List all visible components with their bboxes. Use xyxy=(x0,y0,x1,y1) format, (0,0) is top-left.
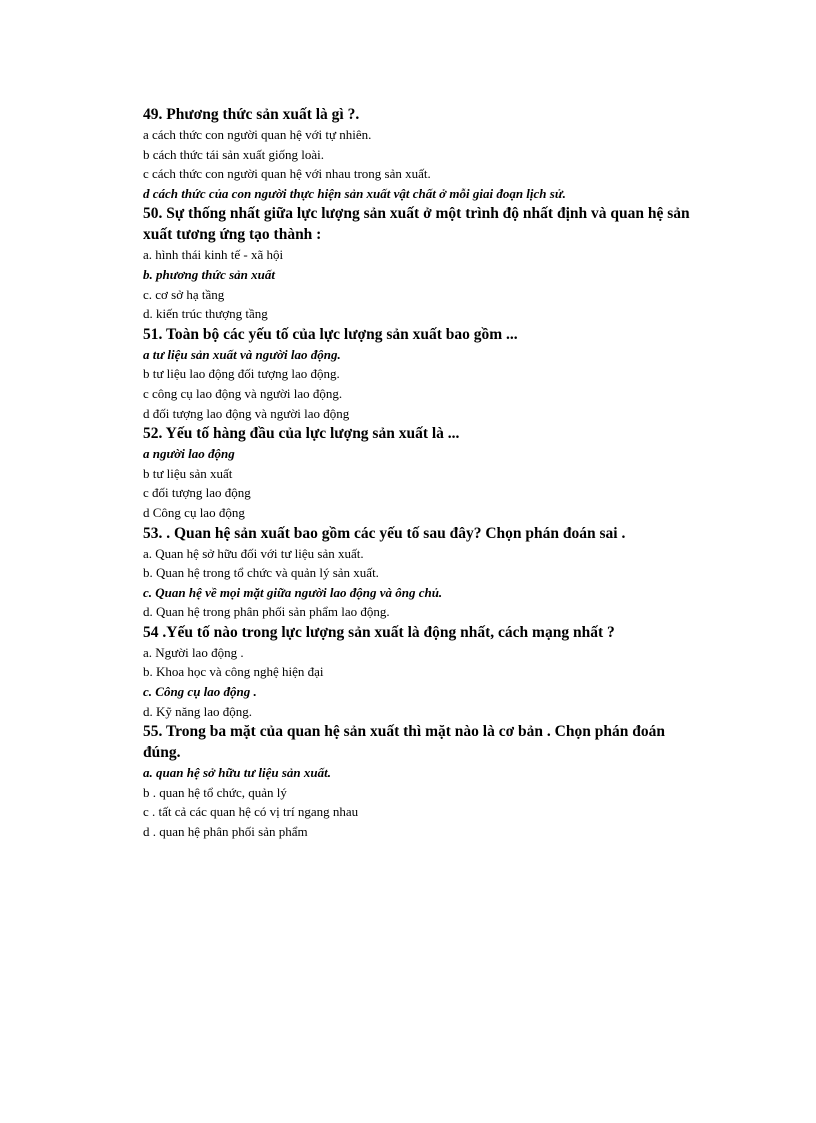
option-c: c. cơ sở hạ tầng xyxy=(143,286,225,302)
question-block xyxy=(143,721,703,841)
option-d: d. Kỹ năng lao động. xyxy=(143,703,253,719)
option-c: c . tất cả các quan hệ có vị trí ngang nhau xyxy=(143,804,359,820)
question-block xyxy=(143,324,703,423)
question-block xyxy=(143,104,703,203)
option-b: b . quan hệ tổ chức, quản lý xyxy=(143,784,287,800)
question-block xyxy=(143,622,703,721)
question-text: 55. Trong ba mặt của quan hệ sản xuất thì mặt nào là cơ bản . Chọn phán đoán đúng. xyxy=(143,723,665,762)
option-c: c đối tượng lao động xyxy=(143,485,251,501)
option-a-correct: a tư liệu sản xuất và người lao động. xyxy=(143,346,341,362)
option-c-correct: c. Quan hệ về mọi mặt giữa người lao động và ông chủ. xyxy=(143,584,443,600)
question-text: 53. . Quan hệ sản xuất bao gồm các yếu tố sau đây? Chọn phán đoán sai . xyxy=(143,524,626,542)
option-d-correct: d cách thức của con người thực hiện sản xuất vật chất ở mỗi giai đoạn lịch sử. xyxy=(143,185,566,201)
option-a: a. Người lao động . xyxy=(143,644,244,660)
option-d: d . quan hệ phân phối sản phẩm xyxy=(143,824,308,840)
option-c-correct: c. Công cụ lao động . xyxy=(143,684,257,700)
question-text: 50. Sự thống nhất giữa lực lượng sản xuất ở một trình độ nhất định và quan hệ sản xuất tương ứng tạo thành : xyxy=(143,205,690,244)
question-block xyxy=(143,203,703,323)
question-text: 54 .Yếu tố nào trong lực lượng sản xuất là động nhất, cách mạng nhất ? xyxy=(143,623,615,641)
question-block xyxy=(143,523,703,622)
question-text: 51. Toàn bộ các yếu tố của lực lượng sản xuất bao gồm ... xyxy=(143,325,518,343)
option-b-correct: b. phương thức sản xuất xyxy=(143,266,276,282)
option-b: b cách thức tái sản xuất giống loài. xyxy=(143,146,325,162)
option-c: c cách thức con người quan hệ với nhau trong sản xuất. xyxy=(143,166,431,182)
option-b: b. Khoa học và công nghệ hiện đại xyxy=(143,664,324,680)
option-d: d đối tượng lao động và người lao động xyxy=(143,405,350,421)
option-c: c công cụ lao động và người lao động. xyxy=(143,385,343,401)
question-text: 52. Yếu tố hàng đầu của lực lượng sản xuất là ... xyxy=(143,425,460,443)
option-a: a. Quan hệ sở hữu đối với tư liệu sản xuất. xyxy=(143,545,364,561)
question-text: 49. Phương thức sản xuất là gì ?. xyxy=(143,106,360,123)
option-a: a. hình thái kinh tế - xã hội xyxy=(143,247,284,263)
question-block xyxy=(143,423,703,522)
option-d: d Công cụ lao động xyxy=(143,504,245,520)
option-a-correct: a người lao động xyxy=(143,446,235,462)
option-a-correct: a. quan hệ sở hữu tư liệu sản xuất. xyxy=(143,765,331,781)
option-b: b tư liệu sản xuất xyxy=(143,465,233,481)
option-a: a cách thức con người quan hệ với tự nhiên. xyxy=(143,127,372,142)
option-b: b. Quan hệ trong tổ chức và quản lý sản xuất. xyxy=(143,565,379,581)
option-d: d. kiến trúc thượng tầng xyxy=(143,306,268,322)
quiz-document xyxy=(143,104,703,842)
option-d: d. Quan hệ trong phân phối sản phẩm lao động. xyxy=(143,604,390,620)
option-b: b tư liệu lao động đối tượng lao động. xyxy=(143,366,340,382)
